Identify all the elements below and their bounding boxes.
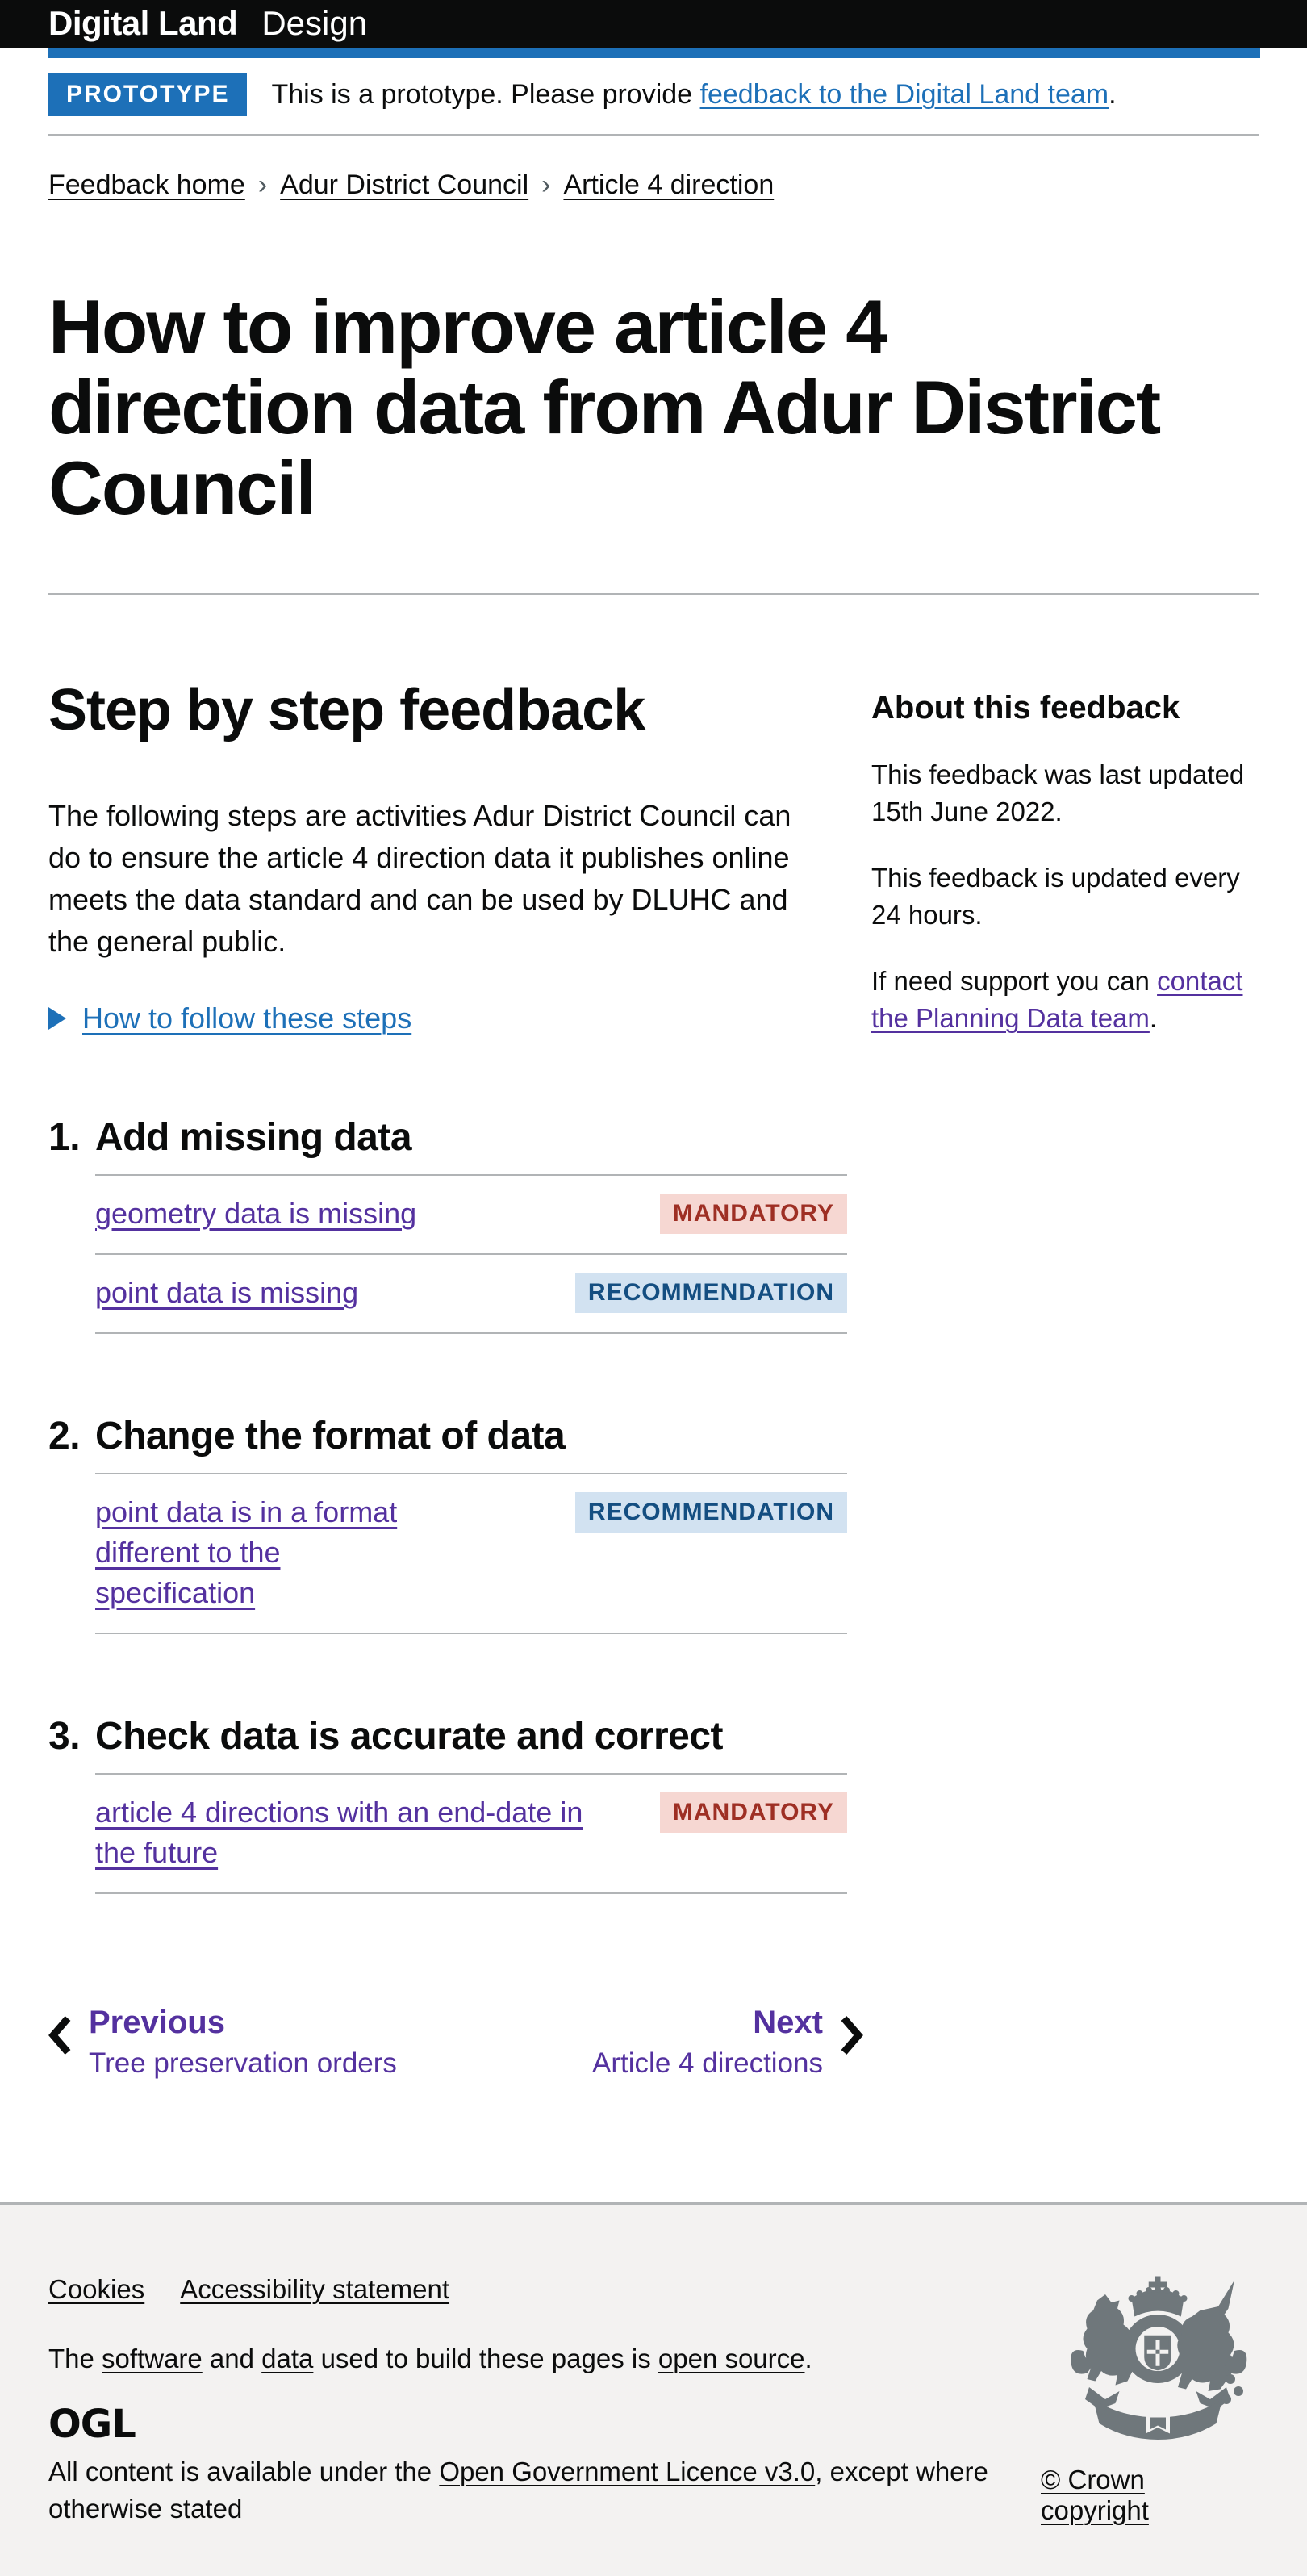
section-title: Add missing data [95, 1116, 412, 1159]
section-change-format [48, 1415, 847, 1634]
breadcrumb-separator-icon: › [257, 169, 268, 200]
app-header [0, 0, 1307, 48]
accessibility-statement-link[interactable]: Accessibility statement [180, 2274, 450, 2304]
task-list [95, 1174, 847, 1334]
support-text-before: If need support you can [871, 966, 1158, 996]
feedback-link[interactable]: feedback to the Digital Land team [699, 78, 1109, 110]
task-link-point-missing[interactable]: point data is missing [95, 1276, 359, 1309]
meta-text: used to build these pages is [313, 2344, 658, 2373]
meta-text: The [48, 2344, 102, 2373]
licence-sentence [48, 2453, 1000, 2528]
task-row [95, 1174, 847, 1253]
page-title-line: Council [48, 445, 315, 530]
breadcrumb-article-4-direction[interactable]: Article 4 direction [563, 169, 775, 200]
content-grid [48, 595, 1259, 2080]
footer-left [48, 2274, 1000, 2528]
feedback-update-frequency: This feedback is updated every 24 hours. [871, 863, 1240, 930]
task-row [95, 1253, 847, 1334]
support-text-after: . [1149, 1003, 1158, 1033]
next-title: Article 4 directions [592, 2047, 823, 2079]
cookies-link[interactable]: Cookies [48, 2274, 145, 2304]
pagination-next[interactable] [592, 2004, 863, 2080]
task-list [95, 1773, 847, 1894]
page-title-line: direction data from Adur District [48, 365, 1160, 450]
open-source-link[interactable]: open source [658, 2344, 805, 2373]
page-title [48, 286, 1259, 529]
open-government-licence-link[interactable]: Open Government Licence v3.0 [439, 2457, 816, 2486]
feedback-support [871, 963, 1259, 1037]
section-number: 3. [48, 1715, 81, 1758]
mandatory-badge: MANDATORY [660, 1792, 847, 1833]
footer-links [48, 2274, 1000, 2305]
task-link-end-date-future[interactable]: article 4 directions with an end-date in the future [95, 1796, 583, 1869]
recommendation-badge: RECOMMENDATION [575, 1492, 847, 1533]
pagination [48, 2004, 863, 2080]
royal-coat-of-arms-icon [1057, 2274, 1259, 2444]
licence-text: All content is available under the [48, 2457, 440, 2486]
about-feedback-heading: About this feedback [871, 690, 1180, 726]
breadcrumb-separator-icon: › [541, 169, 551, 200]
how-to-follow-link[interactable]: How to follow these steps [82, 1002, 412, 1035]
licence-text: , except where otherwise stated [48, 2457, 988, 2524]
task-link-geometry-missing[interactable]: geometry data is missing [95, 1197, 417, 1230]
meta-text: and [202, 2344, 262, 2373]
contact-planning-data-team-link[interactable]: contact the Planning Data team [871, 966, 1243, 1033]
recommendation-badge: RECOMMENDATION [575, 1273, 847, 1313]
about-feedback-panel [871, 595, 1259, 2080]
banner-text-before: This is a prototype. Please provide [271, 78, 700, 110]
data-link[interactable]: data [261, 2344, 314, 2373]
header-blue-bar [48, 48, 1260, 58]
previous-label: Previous [89, 2005, 225, 2040]
section-check-accurate [48, 1715, 847, 1894]
previous-title: Tree preservation orders [89, 2047, 397, 2079]
chevron-right-icon [841, 2015, 863, 2055]
prototype-banner [48, 58, 1259, 136]
footer-right [1041, 2274, 1259, 2528]
next-label: Next [753, 2005, 823, 2040]
task-row [95, 1473, 847, 1634]
main-column [48, 595, 847, 2080]
header-service-name[interactable]: Design [261, 4, 368, 43]
section-number: 1. [48, 1116, 81, 1159]
task-list [95, 1473, 847, 1634]
mandatory-badge: MANDATORY [660, 1194, 847, 1234]
step-by-step-heading: Step by step feedback [48, 678, 645, 742]
header-product-name[interactable]: Digital Land [48, 4, 238, 43]
breadcrumb [48, 169, 1259, 201]
task-link-point-format[interactable]: point data is in a format different to the specification [95, 1495, 398, 1609]
prototype-banner-text [271, 79, 1116, 111]
intro-paragraph: The following steps are activities Adur District Council can do to ensure the article 4 direction data it publishes online meets the data standard and can be used by DLUHC and the general public. [48, 799, 791, 958]
details-arrow-icon [48, 1007, 66, 1030]
section-number: 2. [48, 1415, 81, 1457]
feedback-last-updated: This feedback was last updated 15th June 2022. [871, 759, 1245, 826]
page-title-line: How to improve article 4 [48, 284, 887, 369]
footer [0, 2202, 1307, 2576]
breadcrumb-feedback-home[interactable]: Feedback home [48, 169, 245, 200]
section-title: Check data is accurate and correct [95, 1715, 724, 1758]
section-title: Change the format of data [95, 1415, 566, 1457]
software-link[interactable]: software [102, 2344, 203, 2373]
pagination-previous[interactable] [48, 2004, 397, 2080]
meta-text: . [804, 2344, 812, 2373]
banner-text-after: . [1109, 78, 1117, 110]
crown-copyright-link[interactable]: © Crown copyright [1041, 2465, 1149, 2525]
section-add-missing-data [48, 1116, 847, 1334]
chevron-left-icon [48, 2015, 71, 2055]
ogl-logo: OGL [48, 2402, 136, 2447]
details-disclosure[interactable] [48, 1002, 847, 1035]
prototype-tag: PROTOTYPE [48, 73, 247, 116]
task-row [95, 1773, 847, 1894]
open-source-sentence [48, 2340, 1000, 2377]
breadcrumb-adur-district-council[interactable]: Adur District Council [280, 169, 529, 200]
